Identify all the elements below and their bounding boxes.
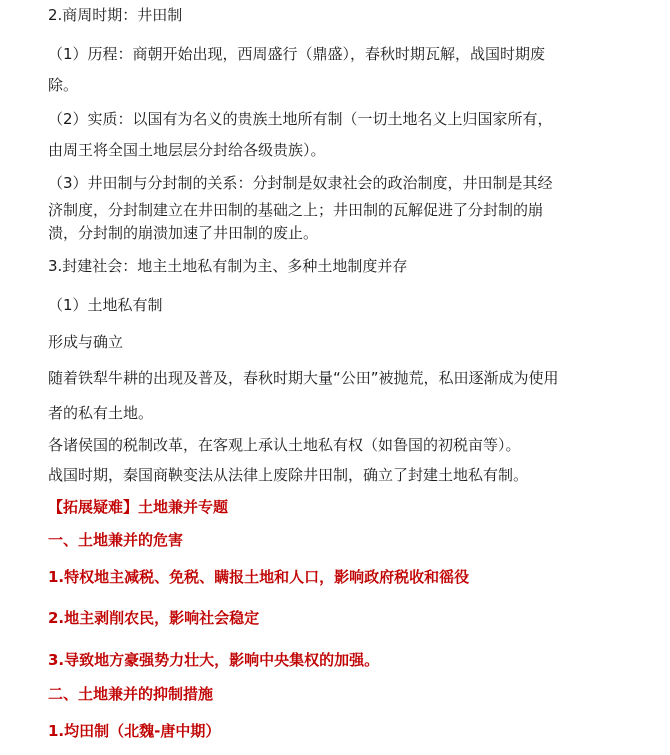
measure-item-1: 1.均田制（北魏-唐中期）: [48, 722, 221, 740]
harm-item-3: 3.导致地方豪强势力壮大，影响中央集权的加强。: [48, 651, 380, 669]
subheading-private-land: （1）土地私有制: [48, 296, 163, 314]
harm-item-1: 1.特权地主减税、免税、瞒报土地和人口，影响政府税收和徭役: [48, 568, 470, 586]
paragraph-essence-line1: （2）实质：以国有为名义的贵族土地所有制（一切土地名义上归国家所有，: [48, 110, 553, 128]
paragraph-relation-line1: （3）井田制与分封制的关系：分封制是奴隶社会的政治制度，井田制是其经: [48, 174, 553, 192]
paragraph-history-line2: 除。: [48, 76, 79, 94]
label-formation: 形成与确立: [48, 333, 124, 351]
heading-extension-topic: 【拓展疑难】土地兼并专题: [48, 498, 229, 516]
paragraph-shang-yang: 战国时期，秦国商鞅变法从法律上废除井田制，确立了封建土地私有制。: [48, 466, 529, 484]
heading-feudal: 3.封建社会：地主土地私有制为主、多种土地制度并存: [48, 257, 408, 275]
heading-jingtian: 2.商周时期：井田制: [48, 6, 183, 24]
paragraph-tax-reform: 各诸侯国的税制改革，在客观上承认土地私有权（如鲁国的初税亩等）。: [48, 436, 521, 454]
paragraph-history-line1: （1）历程：商朝开始出现，西周盛行（鼎盛），春秋时期瓦解，战国时期废: [48, 45, 546, 63]
paragraph-iron-plough-line2: 者的私有土地。: [48, 404, 154, 422]
heading-measures: 二、土地兼并的抑制措施: [48, 685, 214, 703]
paragraph-essence-line2: 由周王将全国土地层层分封给各级贵族）。: [48, 141, 326, 159]
paragraph-iron-plough-line1: 随着铁犁牛耕的出现及普及，春秋时期大量“公田”被抛荒，私田逐渐成为使用: [48, 369, 559, 387]
paragraph-relation-line2: 济制度，分封制建立在井田制的基础之上；井田制的瓦解促进了分封制的崩: [48, 201, 544, 219]
paragraph-relation-line3: 溃，分封制的崩溃加速了井田制的废止。: [48, 224, 319, 242]
harm-item-2: 2.地主剥削农民，影响社会稳定: [48, 609, 260, 627]
heading-harms: 一、土地兼并的危害: [48, 531, 184, 549]
